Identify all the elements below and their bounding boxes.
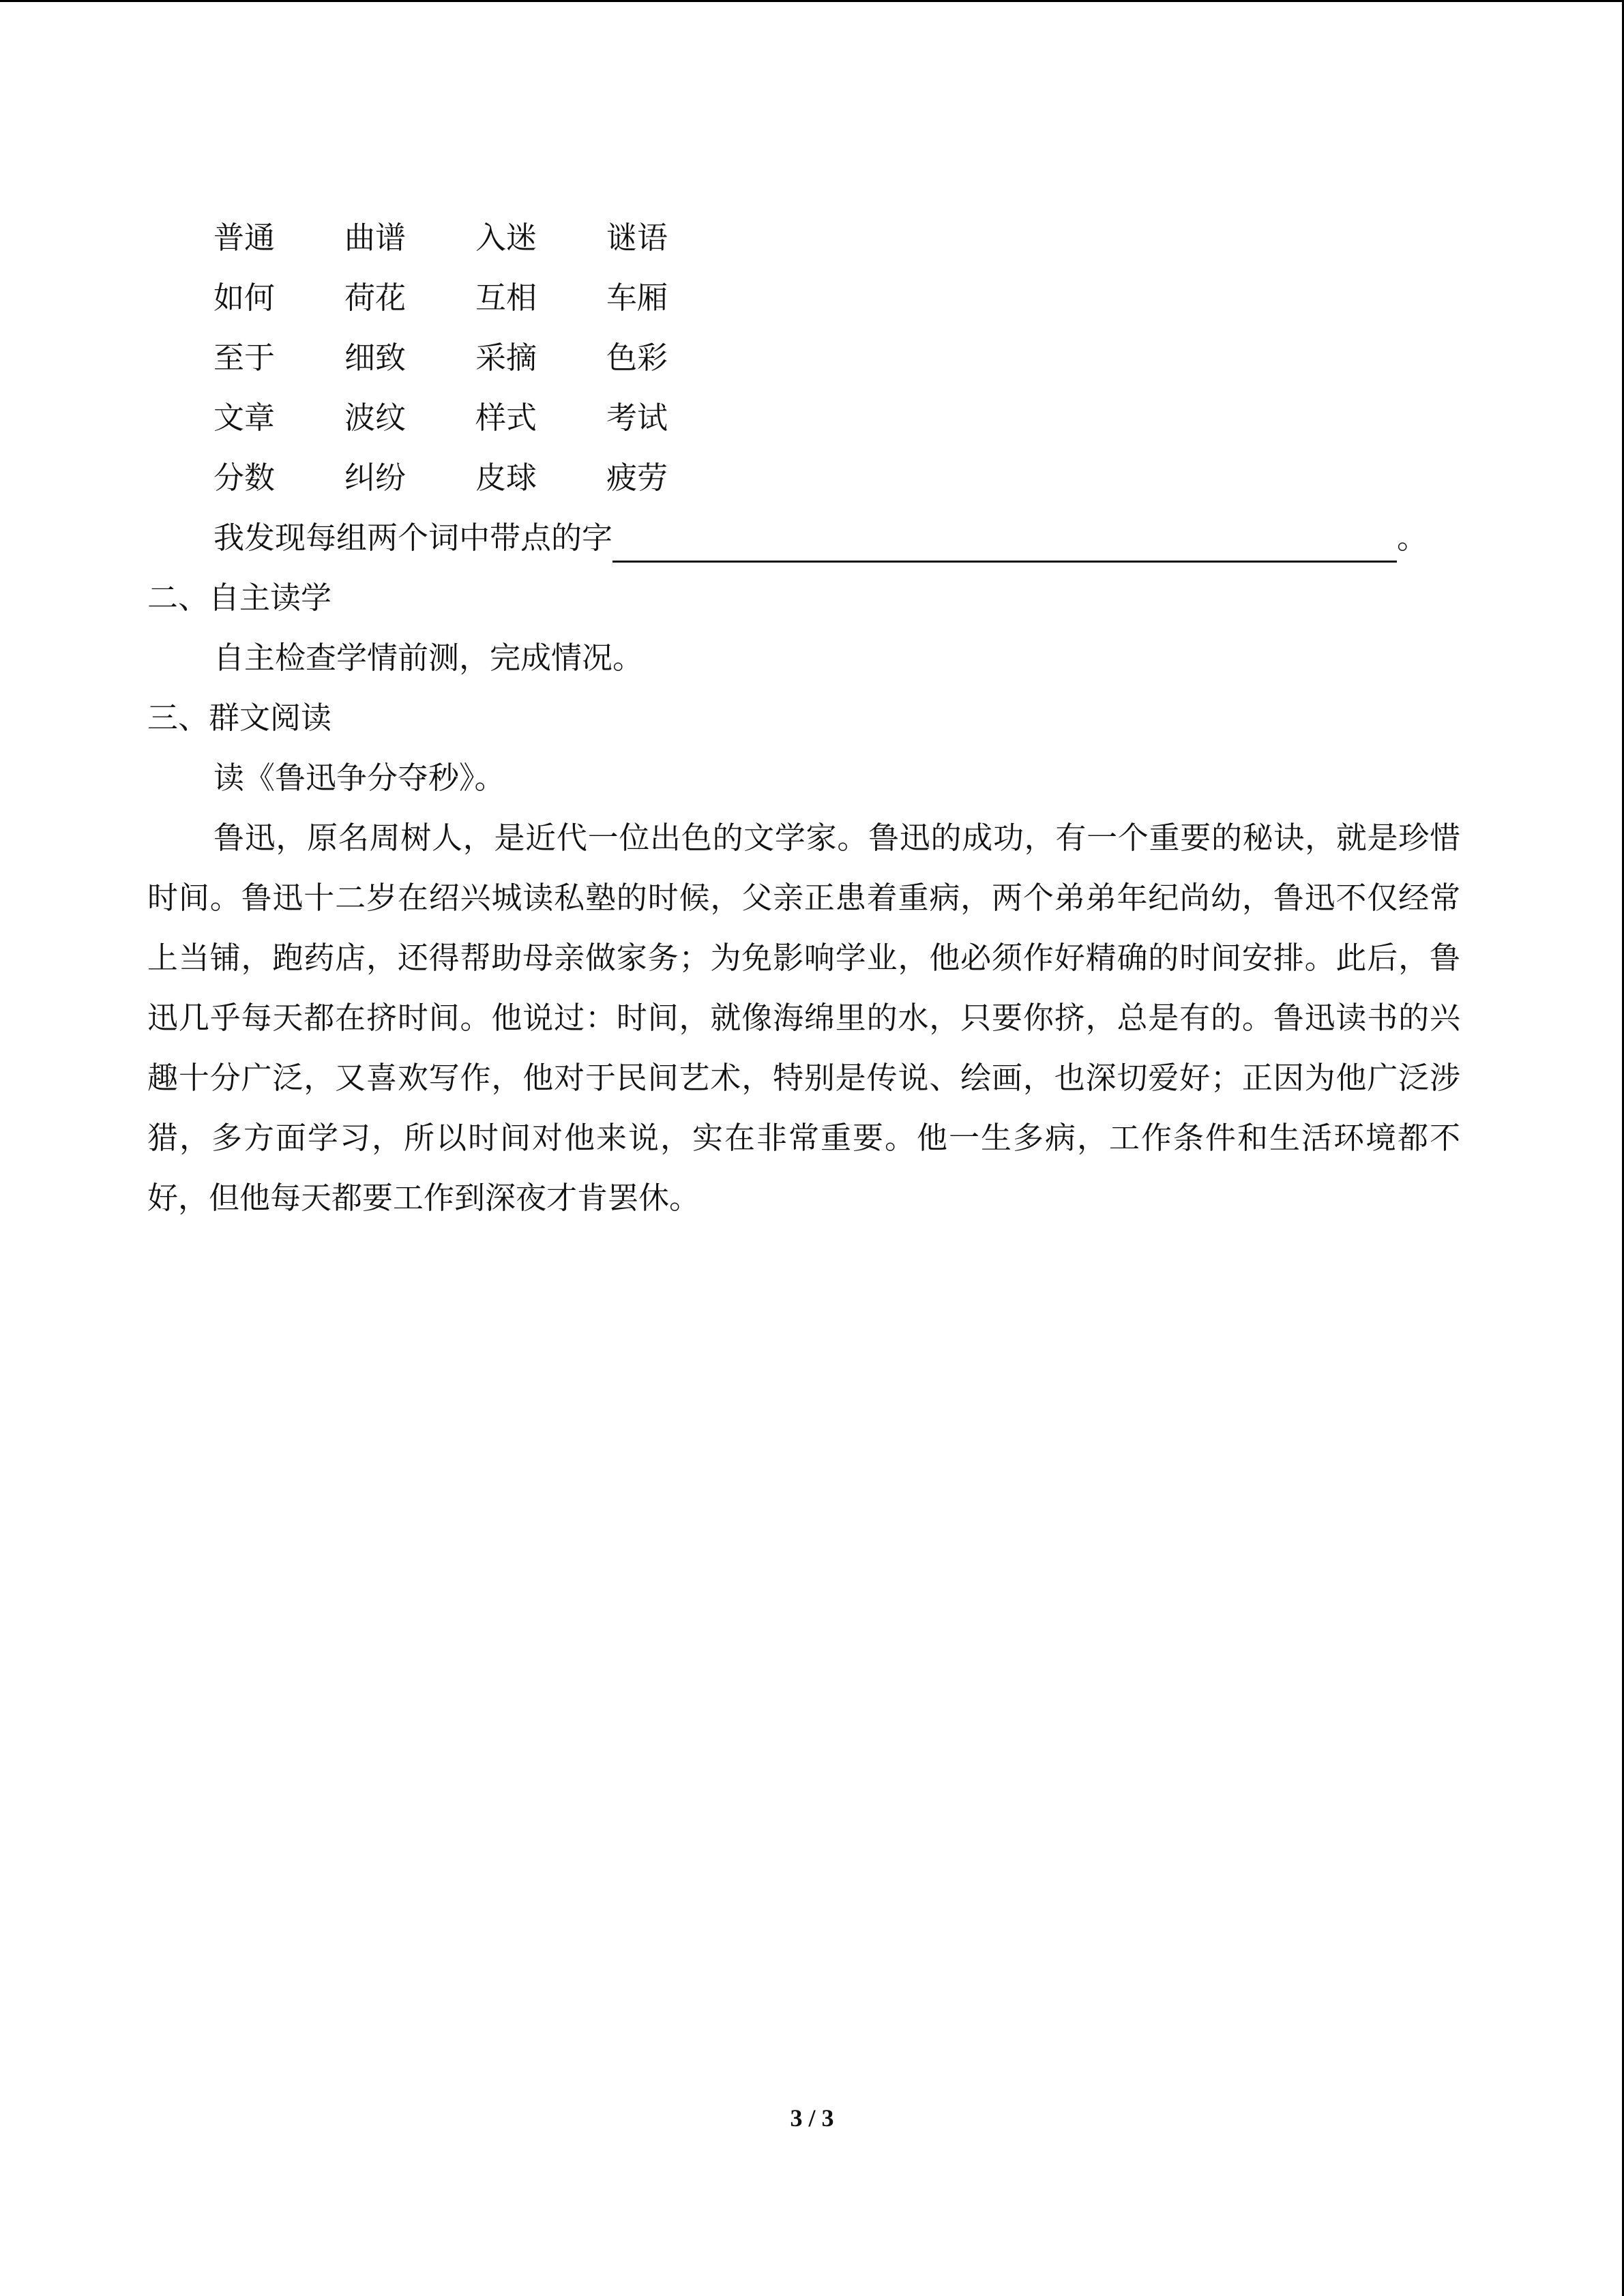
word-cell: 分数 [213,460,276,496]
word-cell: 细致 [344,340,407,376]
page-number: 3 / 3 [790,2104,834,2132]
word-cell: 样式 [475,400,537,436]
discovery-prompt-text: 我发现每组两个词中带点的字 [213,520,613,556]
word-cell: 皮球 [475,460,537,496]
word-row [213,208,737,268]
word-cell: 疲劳 [606,460,668,496]
word-row [213,448,737,508]
word-row [213,388,737,448]
word-cell: 考试 [606,400,668,436]
word-cell: 如何 [213,280,276,316]
word-cell: 纠纷 [344,460,407,496]
discovery-prompt-line [213,508,1428,568]
word-cell: 波纹 [344,400,407,436]
word-cell: 车厢 [606,280,668,316]
word-cell: 文章 [213,400,276,436]
section-2-heading: 二、自主读学 [147,580,332,616]
word-cell: 互相 [475,280,537,316]
word-cell: 曲谱 [344,220,407,256]
word-cell: 荷花 [344,280,407,316]
section-2-text: 自主检查学情前测，完成情况。 [213,640,644,676]
word-cell: 采摘 [475,340,537,376]
word-cell: 谜语 [606,220,668,256]
word-cell: 色彩 [606,340,668,376]
word-pairs-table [213,208,737,508]
section-3-heading: 三、群文阅读 [147,700,332,736]
answer-blank[interactable] [612,520,1397,563]
word-cell: 至于 [213,340,276,376]
word-cell: 普通 [213,220,276,256]
section-3-intro: 读《鲁迅争分夺秒》。 [213,760,505,796]
word-row [213,328,737,388]
word-row [213,268,737,328]
discovery-prompt-end: 。 [1397,520,1428,556]
word-cell: 入迷 [475,220,537,256]
reading-passage: 鲁迅，原名周树人，是近代一位出色的文学家。鲁迅的成功，有一个重要的秘诀，就是珍惜时间。鲁迅十二岁在绍兴城读私塾的时候，父亲正患着重病，两个弟弟年纪尚幼，鲁迅不仅经常上当铺，跑药店，还得帮助母亲做家务；为免影响学业，他必须作好精确的时间安排。此后，鲁迅几乎每天都在挤时间。他说过：时间，就像海绵里的水，只要你挤，总是有的。鲁迅读书的兴趣十分广泛，又喜欢写作，他对于民间艺术，特别是传说、绘画，也深切爱好；正因为他广泛涉猎，多方面学习，所以时间对他来说，实在非常重要。他一生多病，工作条件和生活环境都不好，但他每天都要工作到深夜才肯罢休。 [147,820,1460,1216]
